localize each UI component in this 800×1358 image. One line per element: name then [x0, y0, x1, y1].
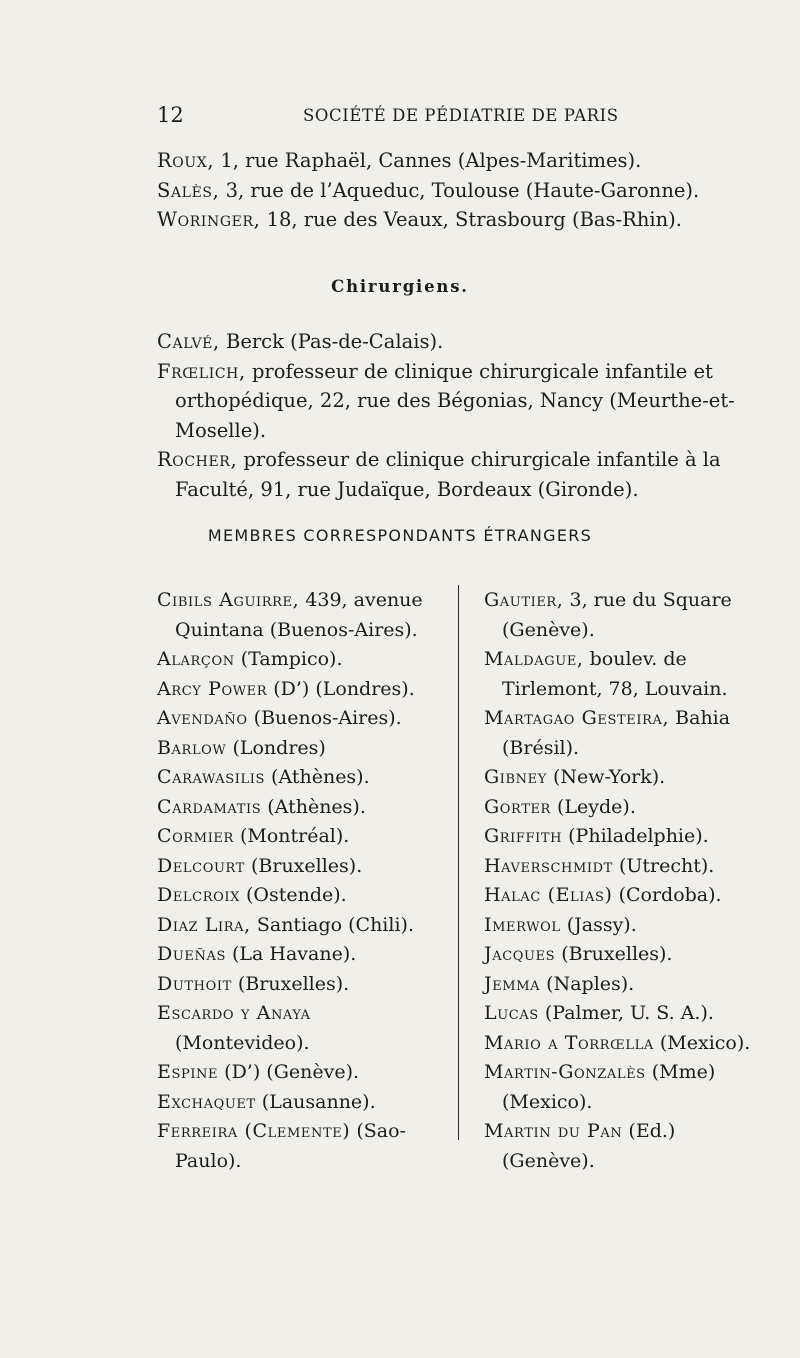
foreign-member-entry [157, 586, 437, 645]
member-name: Woringer, [157, 208, 261, 231]
foreign-member-entry [484, 881, 764, 911]
foreign-member-name: Dueñas [157, 943, 226, 965]
foreign-member-entry [157, 822, 437, 852]
foreign-member-location: (Mexico). [653, 1031, 751, 1054]
foreign-member-location: Santiago (Chili). [250, 913, 414, 936]
foreign-member-name: Cardamatis [157, 795, 262, 818]
foreign-member-name: Jemma [484, 972, 541, 995]
column-divider [458, 585, 459, 1140]
foreign-member-location: (Palmer, U. S. A.). [538, 1002, 714, 1024]
foreign-member-location: (Ed.) (Genève). [502, 1120, 676, 1172]
foreign-member-name: Exchaquet [157, 1090, 256, 1113]
foreign-member-name: Diaz Lira, [157, 913, 251, 936]
foreign-member-location: (La Havane). [225, 943, 357, 965]
foreign-member-location: (Cordoba). [612, 884, 722, 906]
foreign-member-name: Martin du Pan [484, 1120, 623, 1142]
surgeon-name: Rocher, [157, 448, 238, 471]
foreign-member-name: Alarçon [157, 648, 235, 670]
foreign-member-entry [157, 704, 437, 734]
member-address: 1, rue Raphaël, Cannes (Alpes-Maritimes). [214, 149, 642, 172]
foreign-member-name: Barlow [157, 736, 227, 759]
foreign-member-location: (Mme) (Mexico). [502, 1061, 716, 1113]
foreign-member-entry [484, 763, 764, 793]
foreign-member-name: Duthoit [157, 972, 232, 995]
surgeon-name: Calvé, [157, 330, 220, 353]
foreign-member-entry [484, 1058, 764, 1117]
foreign-member-entry [484, 970, 764, 1000]
foreign-member-entry [157, 970, 437, 1000]
foreign-member-location: (Ostende). [239, 884, 347, 906]
member-name: Roux, [157, 149, 215, 172]
surgeon-address: Berck (Pas-de-Calais). [219, 330, 444, 353]
surgeon-entry [157, 445, 767, 504]
surgeon-name: Frœlich, [157, 359, 246, 383]
foreign-member-entry [484, 704, 764, 763]
foreign-member-name: Haverschmidt [484, 854, 613, 877]
foreign-member-entry [484, 911, 764, 941]
foreign-members-heading: MEMBRES CORRESPONDANTS ÉTRANGERS [207, 526, 593, 545]
surgeon-address: professeur de clinique chirurgicale infantile et orthopédique, 22, rue des Bégonias, Nancy (Meurthe-et-Moselle). [175, 359, 735, 442]
surgeon-list [157, 327, 767, 504]
foreign-member-entry [484, 645, 764, 704]
surgeon-address: professeur de clinique chirurgicale infantile à la Faculté, 91, rue Judaïque, Bordeaux (Gironde). [175, 448, 721, 501]
foreign-member-location: (New-York). [546, 766, 666, 788]
foreign-member-name: Mario a Torrœlla [484, 1031, 654, 1054]
foreign-member-entry [157, 1058, 437, 1088]
foreign-member-name: Halac (Elias) [484, 884, 613, 906]
foreign-member-entry [157, 911, 437, 941]
foreign-member-location: (Naples). [540, 972, 635, 995]
foreign-member-entry [484, 999, 764, 1029]
foreign-member-entry [484, 852, 764, 882]
foreign-member-name: Ferreira (Clemente) [157, 1120, 351, 1142]
foreign-member-name: Cibils Aguirre, [157, 589, 300, 611]
foreign-member-name: Martagao Gesteira, [484, 707, 670, 729]
foreign-member-name: Espine [157, 1061, 219, 1083]
foreign-member-name: Gibney [484, 766, 547, 788]
foreign-member-name: Griffith [484, 825, 563, 847]
foreign-member-entry [157, 763, 437, 793]
foreign-member-entry [157, 675, 437, 705]
foreign-member-location: (Jassy). [560, 913, 637, 936]
foreign-member-location: (Leyde). [550, 795, 636, 818]
foreign-member-entry [157, 852, 437, 882]
foreign-member-entry [157, 793, 437, 823]
foreign-member-name: Gautier, [484, 589, 564, 611]
foreign-member-name: Maldague, [484, 648, 584, 670]
foreign-member-location: (Montréal). [233, 825, 350, 847]
top-member-list [157, 146, 767, 235]
foreign-member-location: (Londres) [226, 736, 326, 759]
surgeon-entry [157, 357, 767, 446]
foreign-member-entry [484, 822, 764, 852]
foreign-members-right-column [484, 586, 764, 1176]
foreign-member-entry [157, 734, 437, 764]
foreign-member-entry [484, 586, 764, 645]
surgeon-entry [157, 327, 767, 357]
foreign-member-location: (Buenos-Aires). [247, 707, 402, 729]
foreign-member-location: (D’) (Genève). [218, 1061, 360, 1083]
foreign-member-location: (Montevideo). [175, 1031, 310, 1054]
foreign-member-name: Delcroix [157, 884, 240, 906]
foreign-member-name: Imerwol [484, 913, 561, 936]
foreign-member-location: (Utrecht). [612, 854, 715, 877]
foreign-member-name: Escardo y Anaya [157, 1002, 311, 1024]
foreign-member-entry [157, 940, 437, 970]
foreign-member-name: Delcourt [157, 854, 245, 877]
foreign-member-entry [157, 999, 437, 1058]
foreign-member-location: (Lausanne). [255, 1090, 376, 1113]
foreign-member-location: (Sao-Paulo). [175, 1120, 406, 1172]
page-number: 12 [157, 103, 184, 127]
foreign-members-left-column [157, 586, 437, 1176]
foreign-member-name: Avendaño [157, 707, 248, 729]
foreign-member-entry [157, 1088, 437, 1118]
member-entry [157, 205, 767, 235]
foreign-member-entry [484, 793, 764, 823]
foreign-member-name: Lucas [484, 1002, 539, 1024]
foreign-member-name: Gorter [484, 795, 551, 818]
surgeons-title: Chirurgiens. [331, 277, 469, 296]
foreign-member-location: (D’) (Londres). [267, 677, 415, 700]
foreign-member-location: Bahia (Brésil). [502, 707, 731, 759]
foreign-member-entry [157, 1117, 437, 1176]
foreign-member-entry [484, 1029, 764, 1059]
foreign-member-name: Jacques [484, 943, 556, 965]
foreign-member-name: Cormier [157, 825, 234, 847]
foreign-member-entry [484, 1117, 764, 1176]
foreign-member-name: Carawasilis [157, 766, 265, 788]
foreign-member-entry [484, 940, 764, 970]
foreign-member-name: Martin-Gonzalès [484, 1061, 646, 1083]
foreign-member-location: (Philadelphie). [562, 825, 709, 847]
foreign-member-entry [157, 645, 437, 675]
foreign-member-name: Arcy Power [157, 677, 268, 700]
foreign-member-location: (Bruxelles). [231, 972, 350, 995]
running-head: SOCIÉTÉ DE PÉDIATRIE DE PARIS [303, 106, 619, 125]
foreign-member-entry [157, 881, 437, 911]
member-address: 18, rue des Veaux, Strasbourg (Bas-Rhin). [260, 208, 682, 231]
foreign-member-location: (Tampico). [234, 648, 343, 670]
foreign-member-location: (Athènes). [265, 766, 370, 788]
member-entry [157, 176, 767, 206]
member-address: 3, rue de l’Aqueduc, Toulouse (Haute-Garonne). [219, 178, 700, 202]
foreign-member-location: (Athènes). [261, 795, 366, 818]
member-entry [157, 146, 767, 176]
member-name: Salès, [157, 178, 220, 202]
foreign-member-location: (Bruxelles). [244, 854, 363, 877]
foreign-member-location: boulev. de Tirlemont, 78, Louvain. [502, 648, 728, 700]
foreign-member-location: 439, avenue Quintana (Buenos-Aires). [175, 589, 423, 641]
foreign-member-location: (Bruxelles). [555, 943, 673, 965]
foreign-member-location: 3, rue du Square (Genève). [502, 589, 732, 641]
